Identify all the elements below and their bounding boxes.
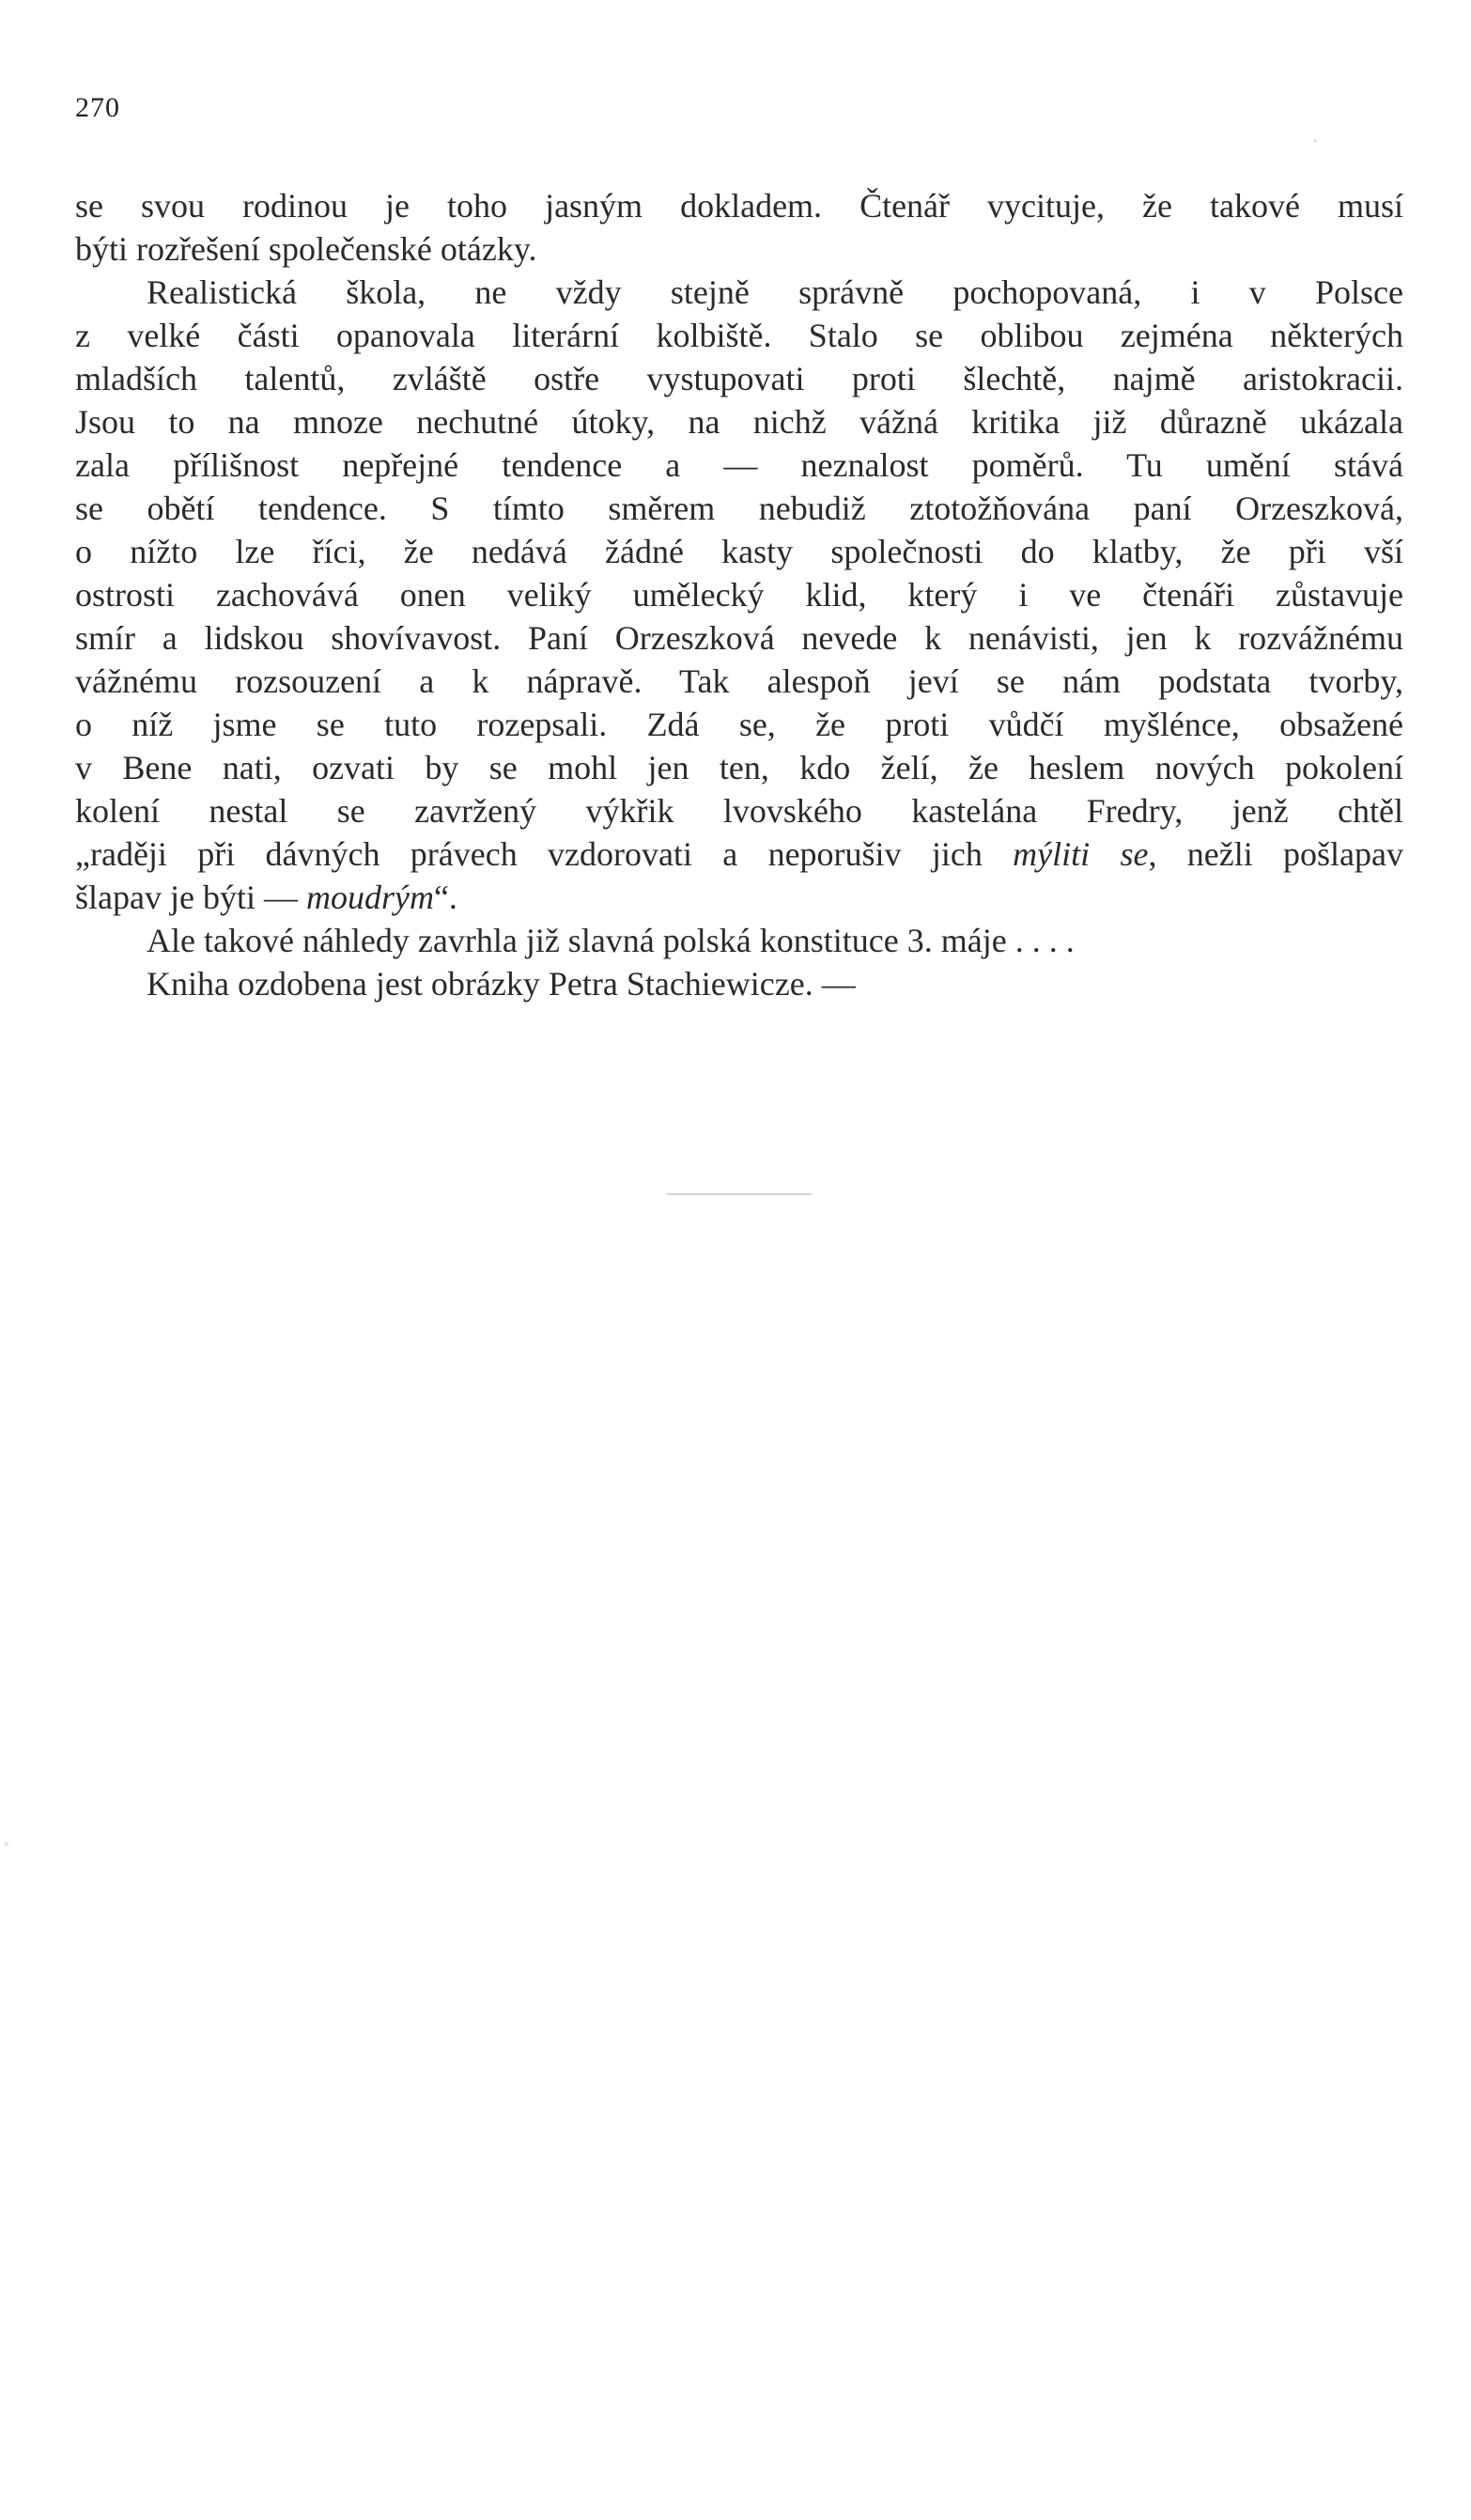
- paragraph-start-line: Realistická škola, ne vždy stejně správně pochopovaná, i v Polsce: [147, 273, 1403, 311]
- text-line: o nížto lze říci, že nedává žádné kasty společnosti do klatby, že při vší: [75, 533, 1403, 570]
- paragraph-start-line: Kniha ozdobena jest obrázky Petra Stachiewicze. —: [147, 965, 856, 1003]
- text-line: se svou rodinou je toho jasným dokladem. Čtenář vycituje, že takové musí: [75, 187, 1403, 225]
- text-line: mladších talentů, zvláště ostře vystupovati proti šlechtě, najmě aristokracii.: [75, 360, 1403, 397]
- text-line: z velké části opanovala literární kolbiště. Stalo se oblibou zejména některých: [75, 317, 1403, 354]
- italic-phrase: moudrým: [305, 879, 434, 916]
- text-line: smír a lidskou shovívavost. Paní Orzeszková nevede k nenávisti, jen k rozvážnému: [75, 619, 1403, 657]
- closing-quote: “.: [433, 879, 457, 916]
- text-line: býti rozřešení společenské otázky.: [75, 230, 537, 268]
- text-line: ostrosti zachovává onen veliký umělecký klid, který i ve čtenáři zůstavuje: [75, 576, 1403, 614]
- text-segment: šlapav je býti —: [75, 879, 306, 916]
- text-segment: , nežli pošlapav: [1148, 835, 1403, 873]
- section-divider: [667, 1193, 812, 1195]
- text-line: se obětí tendence. S tímto směrem nebudiž ztotožňována paní Orzeszková,: [75, 490, 1403, 527]
- paragraph-start-line: Ale takové náhledy zavrhla již slavná polská konstituce 3. máje . . . .: [147, 922, 1075, 959]
- paper-speck: [4, 1842, 8, 1846]
- text-line: Jsou to na mnoze nechutné útoky, na nichž vážná kritika již důrazně ukázala: [75, 403, 1403, 441]
- paper-speck: [1313, 139, 1317, 143]
- text-line: v Bene nati, ozvati by se mohl jen ten, kdo želí, že heslem nových pokolení: [75, 749, 1403, 786]
- text-line: o níž jsme se tuto rozepsali. Zdá se, že proti vůdčí myšlénce, obsažené: [75, 706, 1403, 743]
- text-line: vážnému rozsouzení a k nápravě. Tak alespoň jeví se nám podstata tvorby,: [75, 662, 1403, 700]
- text-line: zala přílišnost nepřejné tendence a — neznalost poměrů. Tu umění stává: [75, 446, 1403, 484]
- text-line: kolení nestal se zavržený výkřik lvovského kastelána Fredry, jenž chtěl: [75, 792, 1403, 830]
- italic-phrase: mýliti se: [1013, 835, 1149, 873]
- body-text: [75, 184, 1403, 1005]
- text-line-with-italic: [75, 832, 1403, 876]
- page-number: 270: [75, 92, 120, 123]
- text-line-with-italic: [75, 876, 1403, 919]
- text-segment: „raději při dávných právech vzdorovati a neporušiv jich: [75, 835, 1014, 873]
